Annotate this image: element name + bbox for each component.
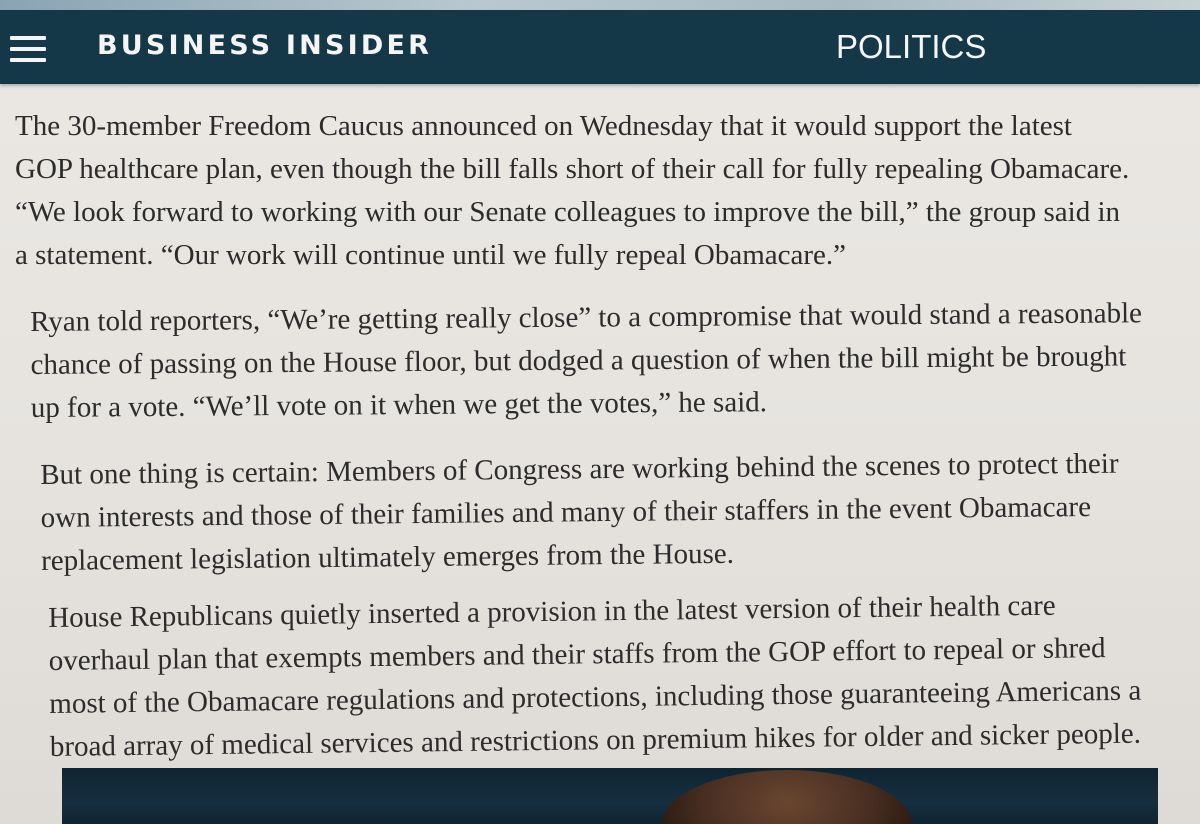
paragraph-line: up for a vote. “We’ll vote on it when we get the votes,” he said. (30, 386, 768, 424)
menu-bar (10, 47, 46, 51)
paragraph-line: But one thing is certain: Members of Congress are working behind the scenes to protect their (40, 447, 1119, 491)
article-paragraph (48, 583, 1190, 769)
site-header (0, 10, 1200, 84)
paragraph-line: a statement. “Our work will continue until we fully repeal Obamacare.” (15, 239, 847, 271)
paragraph-line: chance of passing on the House floor, but dodged a question of when the bill might be brought (30, 340, 1127, 381)
paragraph-line: broad array of medical services and restrictions on premium hikes for older and sicker people. (49, 717, 1142, 763)
paragraph-line: overhaul plan that exempts members and their staffs from the GOP effort to repeal or shred (48, 632, 1106, 677)
article-paragraph (30, 292, 1191, 430)
hamburger-menu-icon[interactable] (10, 36, 46, 62)
paragraph-line: own interests and those of their families and many of their staffers in the event Obamacare (40, 490, 1092, 534)
site-logo[interactable]: BUSINESS INSIDER (97, 30, 433, 61)
paragraph-line: Ryan told reporters, “We’re getting really close” to a compromise that would stand a reasonable (30, 297, 1143, 338)
article-photo[interactable] (62, 768, 1158, 824)
paragraph-line: House Republicans quietly inserted a provision in the latest version of their health care (48, 589, 1056, 634)
article-paragraph (15, 105, 1195, 277)
paragraph-line: The 30-member Freedom Caucus announced on Wednesday that it would support the latest (15, 110, 1072, 142)
section-label[interactable]: POLITICS (836, 28, 987, 65)
article-paragraph (40, 442, 1181, 583)
paragraph-line: replacement legislation ultimately emerges from the House. (40, 537, 735, 577)
paragraph-line: most of the Obamacare regulations and protections, including those guaranteeing Americans a (49, 674, 1142, 720)
photo-subject-head (662, 770, 912, 824)
paragraph-line: “We look forward to working with our Senate colleagues to improve the bill,” the group said in (15, 196, 1121, 228)
menu-bar (10, 58, 46, 62)
paragraph-line: GOP healthcare plan, even though the bill falls short of their call for fully repealing Obamacare. (15, 153, 1130, 185)
menu-bar (10, 36, 46, 40)
